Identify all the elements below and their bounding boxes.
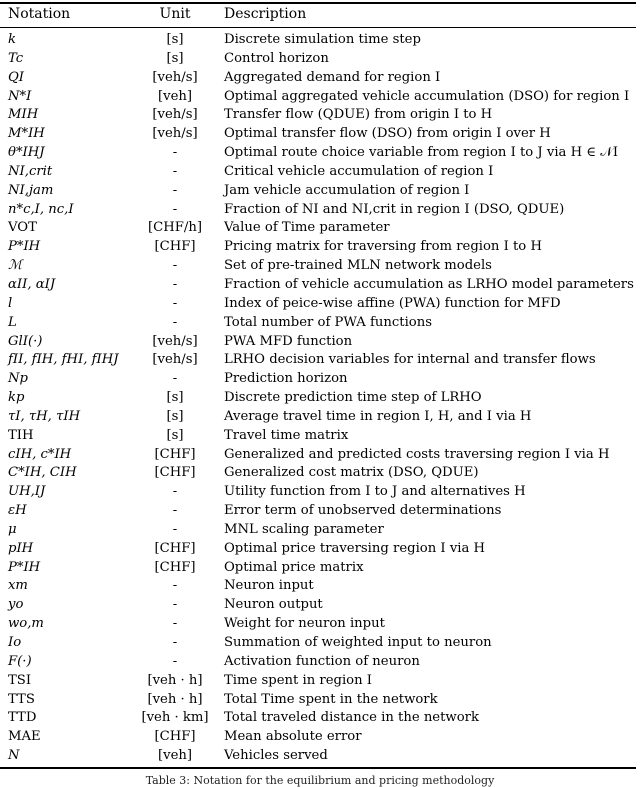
cell-description: MNL scaling parameter xyxy=(224,521,384,537)
cell-notation: τI, τH, τIH xyxy=(8,408,81,424)
cell-description: Discrete prediction time step of LRHO xyxy=(224,390,482,406)
cell-unit: [s] xyxy=(166,408,184,424)
table-row xyxy=(0,427,640,446)
cell-unit: [CHF] xyxy=(154,559,196,575)
cell-notation: Tc xyxy=(8,50,24,66)
cell-notation: N xyxy=(8,748,20,764)
header-description: Description xyxy=(224,6,307,22)
cell-notation: μ xyxy=(8,521,17,537)
cell-notation: xm xyxy=(8,578,28,594)
table-row xyxy=(0,106,640,125)
cell-unit: [CHF] xyxy=(154,465,196,481)
cell-description: Total number of PWA functions xyxy=(224,314,432,330)
table-row xyxy=(0,728,640,747)
cell-description: Aggregated demand for region I xyxy=(224,69,441,85)
cell-notation: TSI xyxy=(8,672,32,688)
cell-notation: P*IH xyxy=(8,239,41,255)
cell-notation: F(·) xyxy=(8,653,32,669)
cell-unit: [veh] xyxy=(157,88,193,104)
cell-unit: - xyxy=(172,635,178,650)
cell-unit: - xyxy=(172,578,178,594)
table-row xyxy=(0,672,640,691)
table-row xyxy=(0,333,640,352)
cell-description: Neuron output xyxy=(224,597,323,613)
cell-notation: kp xyxy=(8,390,25,406)
cell-unit: - xyxy=(172,201,178,217)
table-row xyxy=(0,257,640,276)
table-row xyxy=(0,50,640,69)
cell-unit: [CHF] xyxy=(154,239,196,255)
cell-unit: - xyxy=(172,616,178,632)
table-header-rule xyxy=(0,27,636,28)
cell-notation: TTD xyxy=(8,710,37,726)
cell-notation: VOT xyxy=(8,220,37,236)
cell-notation: MAE xyxy=(8,729,41,745)
table-row xyxy=(0,88,640,107)
cell-notation: N*I xyxy=(8,88,32,104)
header-notation: Notation xyxy=(8,6,71,22)
cell-notation: l xyxy=(8,295,13,311)
cell-description: Critical vehicle accumulation of region I xyxy=(224,163,494,179)
cell-description: Optimal aggregated vehicle accumulation (DSO) for region I xyxy=(224,88,630,104)
table-row xyxy=(0,709,640,728)
cell-description: Error term of unobserved determinations xyxy=(224,503,502,519)
table-row xyxy=(0,464,640,483)
table-row xyxy=(0,276,640,295)
cell-description: Time spent in region I xyxy=(224,672,373,688)
table-row xyxy=(0,201,640,220)
table-row xyxy=(0,69,640,88)
cell-description: Optimal price traversing region I via H xyxy=(224,540,486,556)
cell-description: Summation of weighted input to neuron xyxy=(224,635,492,650)
table-row xyxy=(0,163,640,182)
cell-unit: - xyxy=(172,484,178,500)
cell-unit: - xyxy=(172,314,178,330)
cell-unit: - xyxy=(172,371,178,387)
cell-notation: wo,m xyxy=(8,616,44,632)
table-row xyxy=(0,182,640,201)
cell-unit: [CHF] xyxy=(154,446,196,462)
cell-notation: QI xyxy=(8,69,25,85)
table-row xyxy=(0,314,640,333)
cell-description: Generalized cost matrix (DSO, QDUE) xyxy=(224,465,479,481)
table-row xyxy=(0,295,640,314)
cell-unit: - xyxy=(172,276,178,292)
table-row xyxy=(0,596,640,615)
cell-notation: cIH, c*IH xyxy=(8,446,72,462)
cell-unit: - xyxy=(172,653,178,669)
table-row xyxy=(0,446,640,465)
cell-unit: - xyxy=(172,521,178,537)
cell-description: Fraction of NI and NI,crit in region I (DSO, QDUE) xyxy=(224,201,565,217)
cell-description: Total Time spent in the network xyxy=(224,691,438,707)
cell-description: Total traveled distance in the network xyxy=(224,710,479,726)
cell-description: Optimal price matrix xyxy=(224,559,364,575)
cell-notation: UH,IJ xyxy=(8,484,46,500)
cell-description: PWA MFD function xyxy=(224,333,353,349)
cell-description: Neuron input xyxy=(224,578,314,594)
table-row xyxy=(0,238,640,257)
table-row xyxy=(0,351,640,370)
cell-notation: NI,crit xyxy=(8,163,53,179)
cell-unit: [veh/s] xyxy=(152,126,198,142)
cell-description: Mean absolute error xyxy=(224,729,362,745)
table-row xyxy=(0,521,640,540)
cell-description: Average travel time in region I, H, and I via H xyxy=(224,408,532,424)
table-row xyxy=(0,31,640,50)
cell-notation: fII, fIH, fHI, fIHJ xyxy=(8,352,119,368)
cell-unit: [CHF] xyxy=(154,729,196,745)
cell-notation: εH xyxy=(8,503,27,519)
cell-notation: n*c,I, nc,I xyxy=(8,201,74,217)
cell-notation: MIH xyxy=(8,107,39,123)
cell-description: Fraction of vehicle accumulation as LRHO model parameters xyxy=(224,276,634,292)
cell-description: Optimal transfer flow (DSO) from origin I over H xyxy=(224,126,551,142)
cell-unit: [veh/s] xyxy=(152,69,198,85)
cell-unit: [s] xyxy=(166,390,184,406)
cell-notation: TIH xyxy=(8,427,34,443)
table-row xyxy=(0,634,640,653)
table-row xyxy=(0,540,640,559)
cell-description: Transfer flow (QDUE) from origin I to H xyxy=(224,107,493,123)
cell-description: Prediction horizon xyxy=(224,371,348,387)
cell-notation: k xyxy=(8,32,16,47)
cell-notation: GlI(·) xyxy=(8,333,43,349)
cell-description: Value of Time parameter xyxy=(224,220,390,236)
table-caption: Table 3: Notation for the equilibrium and pricing methodology xyxy=(145,774,495,787)
cell-description: Travel time matrix xyxy=(224,427,349,443)
cell-notation: θ*IHJ xyxy=(8,145,45,161)
cell-description: Pricing matrix for traversing from region I to H xyxy=(224,239,542,255)
cell-unit: [veh/s] xyxy=(152,352,198,368)
table-row xyxy=(0,144,640,163)
table-row xyxy=(0,615,640,634)
cell-notation: C*IH, CIH xyxy=(8,465,77,481)
cell-unit: [CHF] xyxy=(154,540,196,556)
cell-description: LRHO decision variables for internal and transfer flows xyxy=(224,352,596,368)
cell-unit: [veh] xyxy=(157,748,193,764)
table-row xyxy=(0,653,640,672)
cell-description: Utility function from I to J and alternatives H xyxy=(224,484,526,500)
cell-unit: [veh · km] xyxy=(141,710,209,726)
cell-unit: - xyxy=(172,503,178,519)
cell-unit: [s] xyxy=(166,50,184,66)
cell-unit: - xyxy=(172,295,178,311)
table-row xyxy=(0,577,640,596)
cell-notation: Np xyxy=(8,371,28,387)
table-row xyxy=(0,747,640,766)
cell-notation: M*IH xyxy=(8,126,45,142)
table-row xyxy=(0,691,640,710)
cell-notation: P*IH xyxy=(8,559,41,575)
cell-unit: - xyxy=(172,182,178,198)
cell-unit: [s] xyxy=(166,427,184,443)
cell-description: Vehicles served xyxy=(224,748,328,764)
cell-description: Index of peice-wise affine (PWA) function for MFD xyxy=(224,295,561,311)
cell-description: Optimal route choice variable from region I to J via H ∈ 𝒩I xyxy=(224,145,619,161)
cell-notation: pIH xyxy=(8,540,34,556)
cell-unit: - xyxy=(172,163,178,179)
table-body xyxy=(0,31,640,766)
cell-unit: - xyxy=(172,597,178,613)
table-row xyxy=(0,219,640,238)
cell-description: Control horizon xyxy=(224,50,329,66)
cell-notation: ℳ xyxy=(8,258,23,274)
cell-unit: [CHF/h] xyxy=(148,220,202,236)
table-header xyxy=(0,4,640,26)
table-row xyxy=(0,408,640,427)
cell-notation: Io xyxy=(8,635,22,650)
cell-notation: TTS xyxy=(8,691,35,707)
table-row xyxy=(0,389,640,408)
cell-notation: yo xyxy=(8,597,24,613)
cell-unit: [veh/s] xyxy=(152,333,198,349)
table-bottom-rule xyxy=(0,767,636,769)
cell-unit: - xyxy=(172,145,178,161)
cell-description: Weight for neuron input xyxy=(224,616,385,632)
cell-description: Discrete simulation time step xyxy=(224,32,421,47)
cell-description: Activation function of neuron xyxy=(224,653,420,669)
table-row xyxy=(0,125,640,144)
cell-description: Set of pre-trained MLN network models xyxy=(224,258,492,274)
cell-description: Jam vehicle accumulation of region I xyxy=(224,182,470,198)
cell-description: Generalized and predicted costs traversing region I via H xyxy=(224,446,610,462)
cell-unit: [veh · h] xyxy=(147,672,203,688)
cell-notation: L xyxy=(8,314,17,330)
cell-unit: [veh/s] xyxy=(152,107,198,123)
cell-unit: - xyxy=(172,258,178,274)
table-row xyxy=(0,502,640,521)
table-row xyxy=(0,370,640,389)
cell-unit: [s] xyxy=(166,32,184,47)
cell-unit: [veh · h] xyxy=(147,691,203,707)
table-row xyxy=(0,483,640,502)
cell-notation: NI,jam xyxy=(8,182,54,198)
header-unit: Unit xyxy=(159,6,191,22)
cell-notation: αII, αIJ xyxy=(8,276,56,292)
table-row xyxy=(0,559,640,578)
